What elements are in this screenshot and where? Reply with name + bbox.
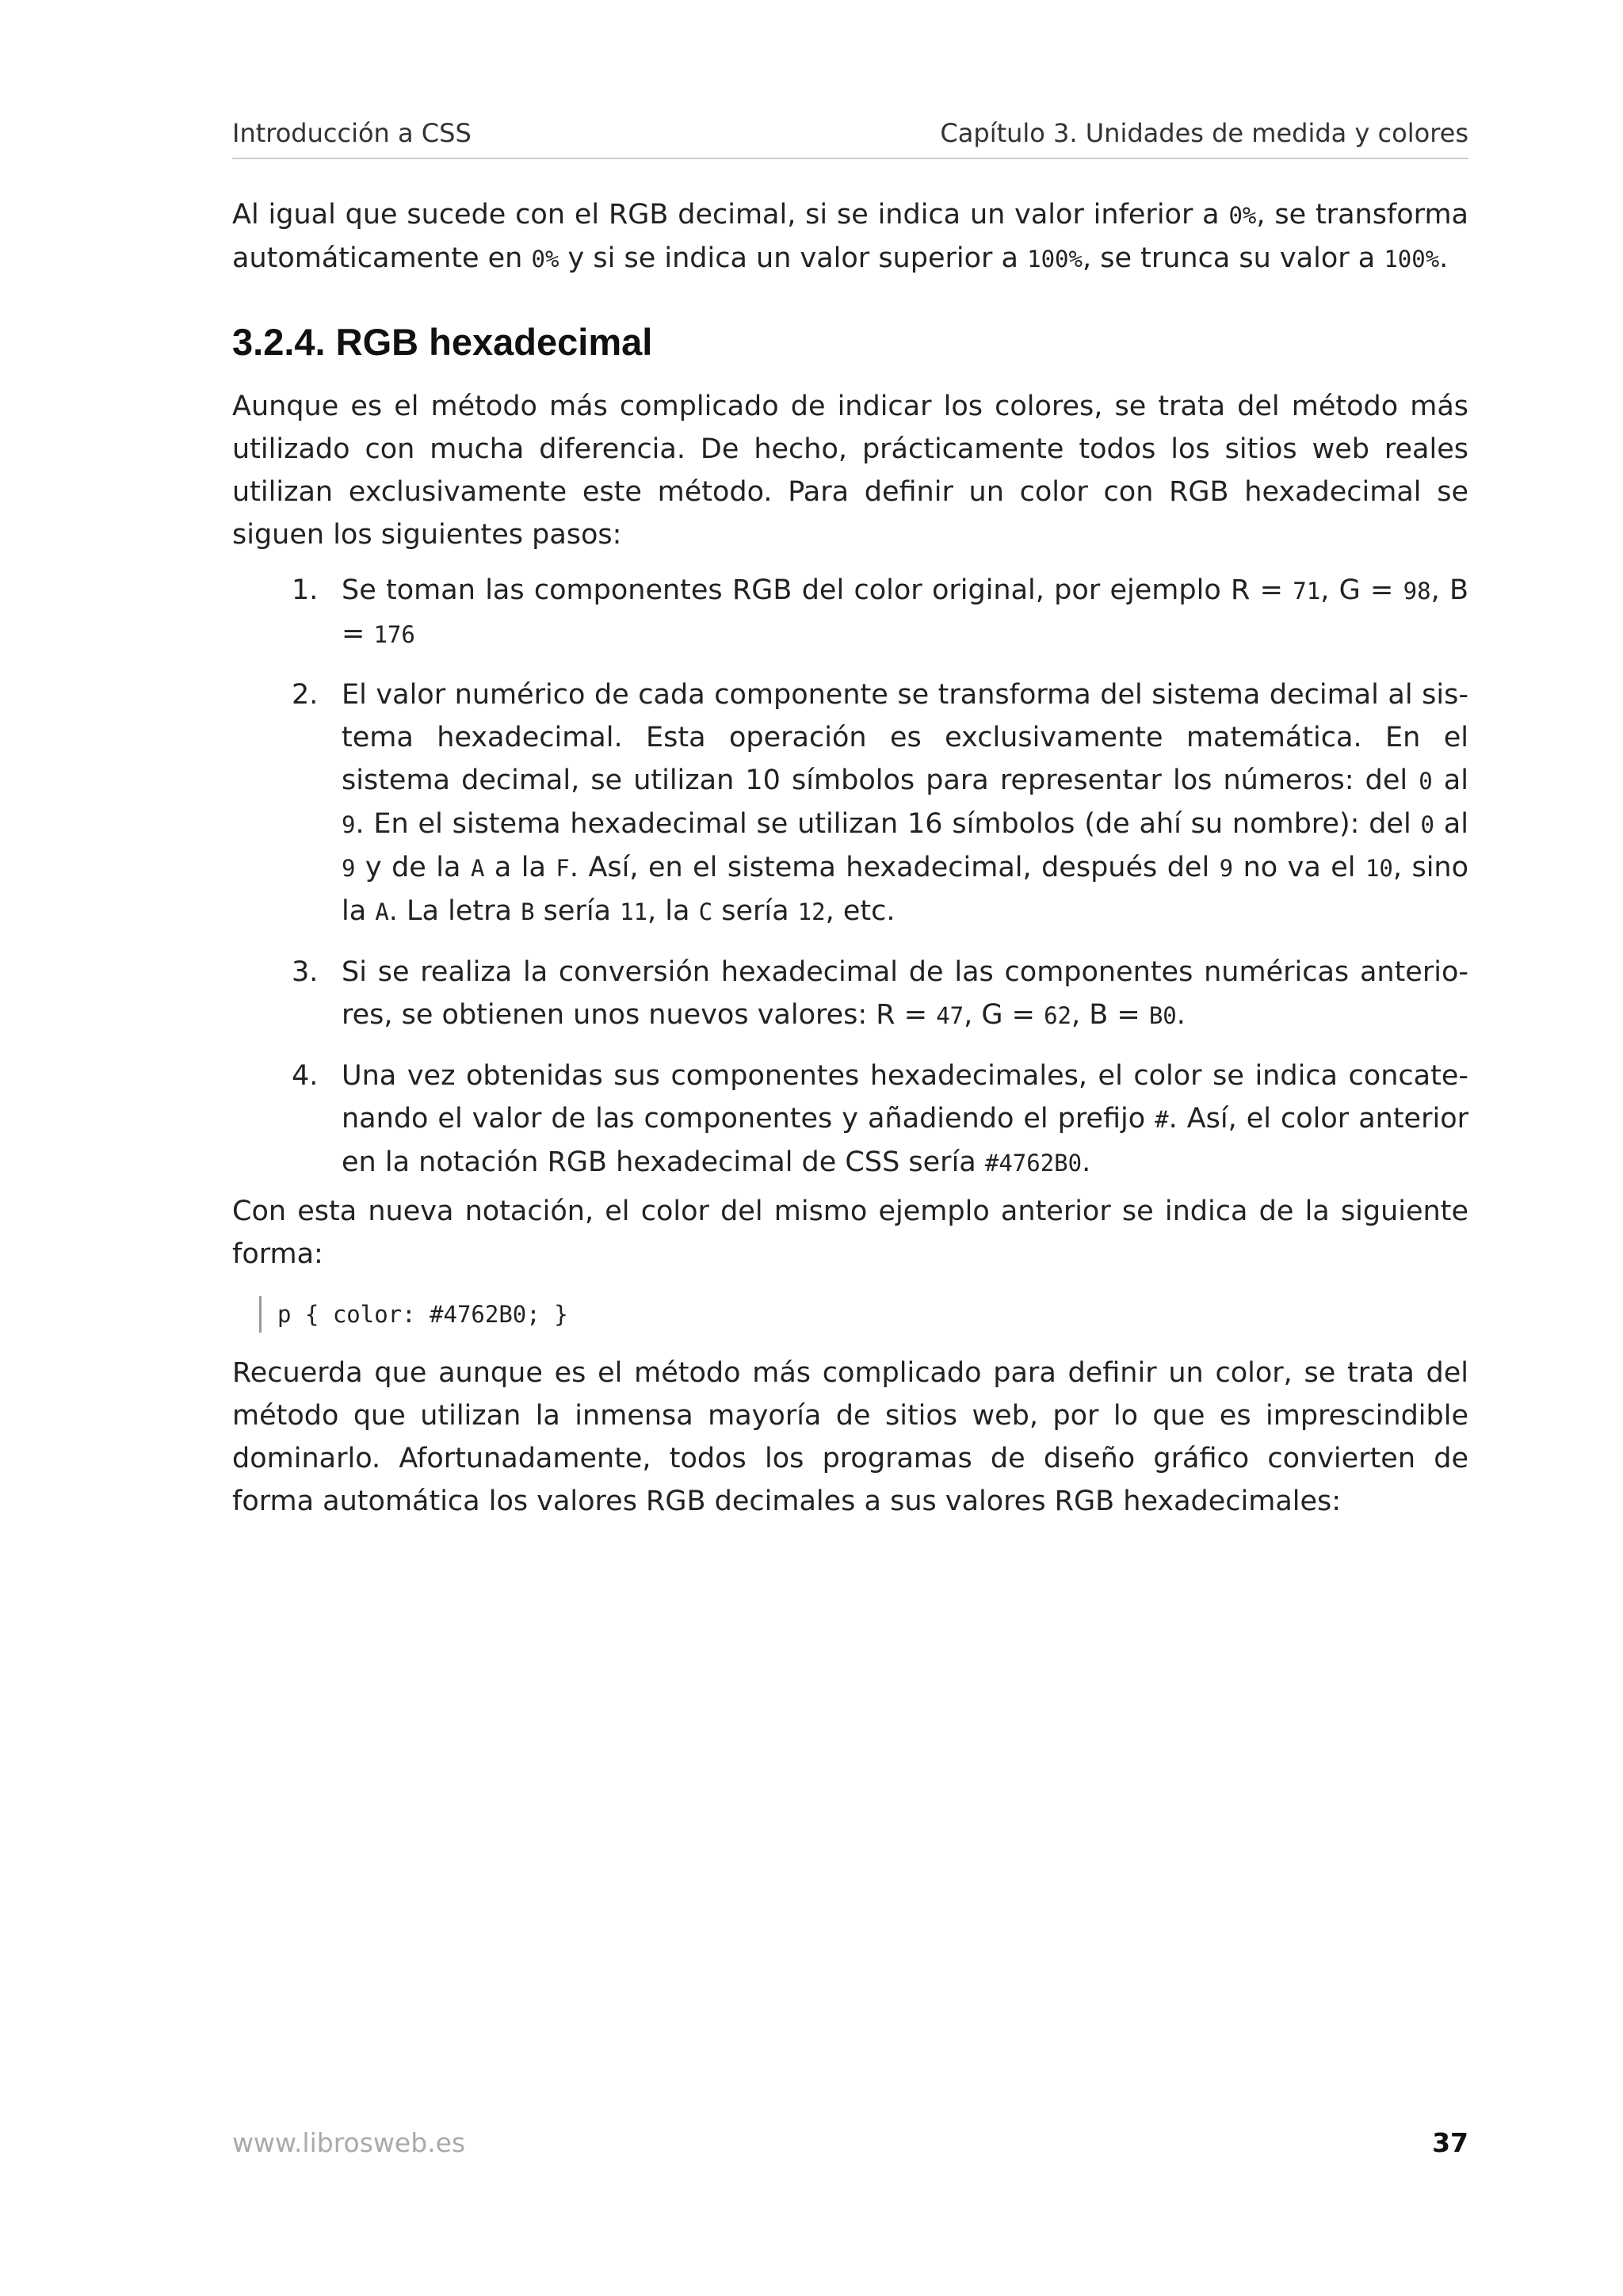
inline-code: 9 xyxy=(342,811,356,838)
text-run: , G = xyxy=(964,999,1044,1031)
code-example: p { color: #4762B0; } xyxy=(259,1296,568,1333)
text-run: El valor numérico de cada componente se transforma del sistema decimal al sistema hexadecimal. Esta operación es exclusivamente matemática. En el sistema decimal, se utilizan 10 símbolos para representar los números: del xyxy=(342,679,1468,796)
text-run: . xyxy=(1176,999,1186,1031)
text-run: al xyxy=(1434,808,1468,840)
text-run: , B = xyxy=(342,574,1468,650)
inline-code: F xyxy=(556,855,570,882)
inline-code: 100% xyxy=(1384,246,1440,273)
step-number: 4. xyxy=(292,1060,319,1092)
text-run: . Así, en el sistema hexadecimal, después del xyxy=(569,852,1220,883)
inline-code: 0 xyxy=(1420,811,1434,838)
inline-code: 12 xyxy=(797,898,826,925)
after-steps-paragraph xyxy=(232,1190,1468,1276)
step-item xyxy=(232,1055,1468,1184)
text-run: sería xyxy=(712,895,798,927)
text-run: . xyxy=(1082,1146,1091,1178)
text-run: . Así, el color anterior en la notación RGB hexadecimal de CSS sería xyxy=(342,1103,1468,1178)
inline-code: 11 xyxy=(620,898,648,925)
text-run: Se toman las componentes RGB del color original, por ejemplo R = xyxy=(342,574,1293,606)
text-run: . xyxy=(1439,242,1449,274)
text-run: Recuerda que aunque es el método más complicado para definir un color, se trata del método que utilizan la inmensa mayoría de sitios web, por lo que es imprescindible dominarlo. Afortunadamente, todos los programas de diseño gráfico convierten de forma automática los valores RGB decimales a sus valores RGB hexadecimales: xyxy=(232,1357,1468,1517)
text-run: y de la xyxy=(355,852,471,883)
page-header xyxy=(232,116,1468,159)
text-run: , sino la xyxy=(342,852,1469,927)
footer-site: www.librosweb.es xyxy=(232,2127,466,2158)
steps-list xyxy=(232,569,1468,1202)
page-number: 37 xyxy=(1432,2127,1468,2158)
inline-code: 98 xyxy=(1403,578,1431,605)
inline-code: 71 xyxy=(1293,578,1321,605)
text-run: , G = xyxy=(1320,574,1403,606)
inline-code: 0 xyxy=(1419,768,1433,795)
inline-code: C xyxy=(698,898,713,925)
intro-paragraph xyxy=(232,193,1468,280)
inline-code: 47 xyxy=(936,1002,964,1029)
chapter-title: Capítulo 3. Unidades de medida y colores xyxy=(940,118,1468,148)
step-number: 1. xyxy=(292,574,319,606)
text-run: al xyxy=(1432,765,1468,796)
step-number: 2. xyxy=(292,679,319,711)
inline-code: 9 xyxy=(342,855,356,882)
text-run: Una vez obtenidas sus componentes hexadecimales, el color se indica concatenando el valor de las componentes y añadiendo el prefijo xyxy=(342,1060,1468,1135)
step-item xyxy=(232,673,1468,933)
step-item xyxy=(232,569,1468,656)
text-run: y si se indica un valor superior a xyxy=(559,242,1028,274)
inline-code: B xyxy=(521,898,535,925)
inline-code: 0% xyxy=(1228,202,1257,229)
text-run: Al igual que sucede con el RGB decimal, si se indica un valor inferior a xyxy=(232,199,1229,231)
text-run: Aunque es el método más complicado de indicar los colores, se trata del método más utilizado con mucha diferencia. De hecho, prácticamente todos los sitios web reales utilizan exclusivamente este método. Para definir un color con RGB hexadecimal se siguen los siguientes pasos: xyxy=(232,391,1468,551)
closing-paragraph xyxy=(232,1352,1468,1523)
inline-code: A xyxy=(375,898,389,925)
inline-code: B0 xyxy=(1148,1002,1177,1029)
text-run: no va el xyxy=(1233,852,1365,883)
step-number: 3. xyxy=(292,956,319,988)
step-text xyxy=(342,679,1468,927)
inline-code: 100% xyxy=(1027,246,1083,273)
inline-code: 176 xyxy=(373,621,415,648)
page-footer xyxy=(232,2127,1468,2167)
text-run: Si se realiza la conversión hexadecimal de las componentes numéricas anteriores, se obtienen unos nuevos valores: R = xyxy=(342,956,1468,1031)
book-title: Introducción a CSS xyxy=(232,118,472,148)
text-run: , B = xyxy=(1071,999,1149,1031)
inline-code: 9 xyxy=(1219,855,1234,882)
section-title: 3.2.4. RGB hexadecimal xyxy=(232,321,653,363)
inline-code: 0% xyxy=(531,246,559,273)
step-text xyxy=(342,574,1468,650)
inline-code: #4762B0 xyxy=(984,1150,1083,1177)
inline-code: # xyxy=(1155,1106,1169,1133)
inline-code: 62 xyxy=(1044,1002,1071,1029)
text-run: , la xyxy=(647,895,699,927)
text-run: . La letra xyxy=(388,895,521,927)
text-run: , se transforma automáticamente en xyxy=(232,199,1468,274)
text-run: a la xyxy=(484,852,556,883)
text-run: , se trunca su valor a xyxy=(1082,242,1384,274)
text-run: sería xyxy=(534,895,621,927)
section-intro-paragraph xyxy=(232,385,1468,556)
text-run: , etc. xyxy=(825,895,896,927)
step-text xyxy=(342,956,1468,1031)
inline-code: 10 xyxy=(1365,855,1393,882)
inline-code: A xyxy=(470,855,485,882)
step-text xyxy=(342,1060,1468,1178)
text-run: . En el sistema hexadecimal se utilizan 16 símbolos (de ahí su nombre): del xyxy=(355,808,1421,840)
step-item xyxy=(232,951,1468,1037)
text-run: Con esta nueva notación, el color del mismo ejemplo anterior se indica de la siguiente forma: xyxy=(232,1196,1468,1270)
